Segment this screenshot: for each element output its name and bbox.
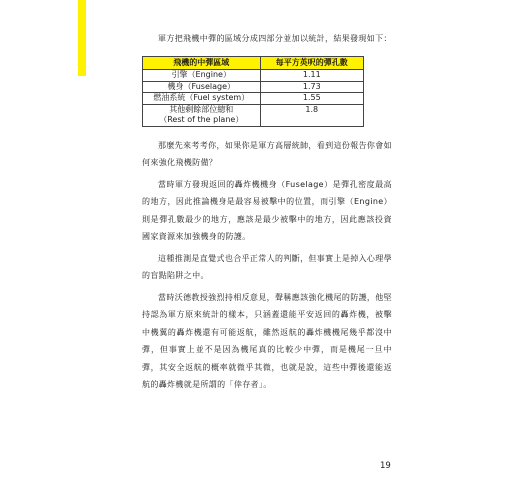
table-cell-area (143, 104, 261, 126)
page-content (142, 30, 392, 394)
table-row (143, 104, 364, 126)
page-number: 19 (380, 461, 391, 471)
body-paragraph: 那麼先來考考你，如果你是軍方高層統帥，看到這份報告你會如何來強化飛機防備？ (142, 140, 392, 167)
table-cell-area-line1: 其他剩餘部位總和 (169, 104, 234, 114)
table-cell-area: 燃油系統（Fuel system） (143, 93, 261, 105)
intro-paragraph: 軍方把飛機中彈的區域分成四部分並加以統計，結果發現如下： (158, 34, 392, 43)
table-cell-value: 1.55 (260, 93, 363, 105)
yellow-accent-bar (78, 0, 86, 76)
table-row (143, 93, 364, 105)
table-cell-area: 引擎（Engine） (143, 70, 261, 82)
table-header-row (143, 56, 364, 70)
table-cell-area-line2: （Rest of the plane） (159, 115, 244, 124)
bullet-hole-table (142, 56, 364, 127)
table-header-holes: 每平方英呎的彈孔數 (260, 56, 363, 70)
table-cell-value: 1.11 (260, 70, 363, 82)
body-paragraph: 當時沃德教授強烈持相反意見，聲稱應該強化機尾的防護，他堅持認為軍方原來統計的樣本，只涵蓋還能平安返回的轟炸機，被擊中機翼的轟炸機還有可能返航，雖然返航的轟炸機機尾幾乎都沒中彈，但事實上並不是因為機尾真的比較少中彈，而是機尾一旦中彈，其安全返航的概率就微乎其微，也就是說，這些中彈後還能返航的轟炸機就是所謂的「倖存者」。 (142, 292, 392, 389)
table-cell-value: 1.73 (260, 81, 363, 93)
table-cell-value: 1.8 (260, 104, 363, 126)
body-paragraph: 當時軍方發現返回的轟炸機機身（Fuselage）是彈孔密度最高的地方，因此推論機身是最容易被擊中的位置，而引擎（Engine）則是彈孔數最少的地方，應該是最少被擊中的地方，因此應該投資國家資源來加強機身的防護。 (142, 179, 392, 241)
table-row (143, 70, 364, 82)
table-row (143, 81, 364, 93)
table-cell-area: 機身（Fuselage） (143, 81, 261, 93)
table-header-area: 飛機的中彈區域 (143, 56, 261, 70)
body-paragraph: 這種推測是直覺式也合乎正常人的判斷，但事實上是掉入心理學的盲點陷阱之中。 (142, 253, 392, 280)
